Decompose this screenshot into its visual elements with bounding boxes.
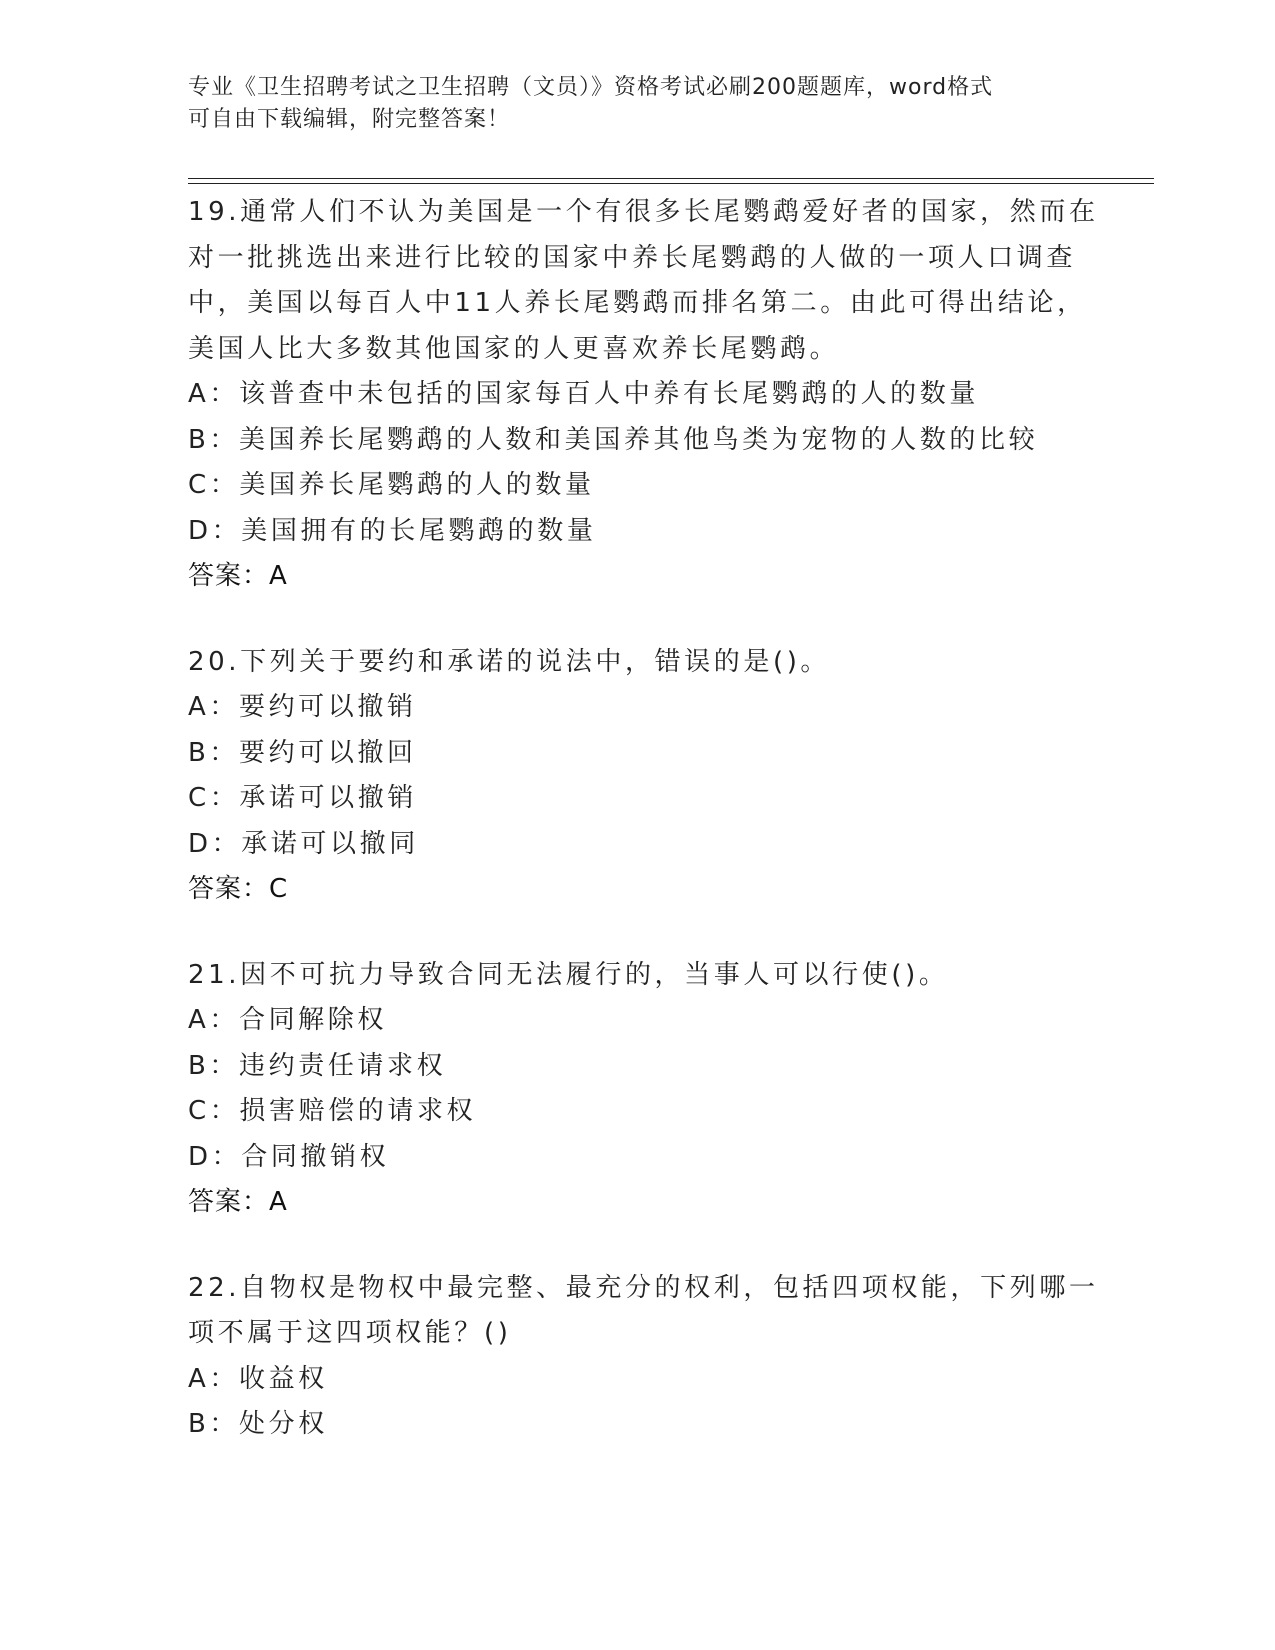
option-b: B：处分权 [188, 1409, 328, 1439]
option-c: C：美国养长尾鹦鹉的人的数量 [188, 470, 595, 500]
question-stem-line: 19.通常人们不认为美国是一个有很多长尾鹦鹉爱好者的国家，然而在 [188, 197, 1099, 227]
question-19 [188, 190, 1099, 600]
question-stem-line: 对一批挑选出来进行比较的国家中养长尾鹦鹉的人做的一项人口调查 [188, 242, 1077, 273]
question-list [188, 190, 1099, 1488]
option-b: B：要约可以撤回 [188, 737, 417, 768]
question-stem-line: 美国人比大多数其他国家的人更喜欢养长尾鹦鹉。 [188, 333, 840, 364]
option-a: A：合同解除权 [188, 1005, 387, 1035]
option-c: C：损害赔偿的请求权 [188, 1096, 477, 1126]
header-divider-top [188, 178, 1154, 179]
option-b: B：美国养长尾鹦鹉的人数和美国养其他鸟类为宠物的人数的比较 [188, 424, 1039, 455]
option-b: B：违约责任请求权 [188, 1050, 447, 1081]
answer: 答案：A [188, 1187, 288, 1217]
question-20 [188, 640, 1088, 913]
option-d: D：承诺可以撤同 [188, 828, 419, 859]
question-22 [188, 1266, 1099, 1448]
question-stem-line: 22.自物权是物权中最完整、最充分的权利，包括四项权能，下列哪一 [188, 1272, 1099, 1303]
option-d: D：合同撤销权 [188, 1141, 390, 1172]
question-stem-line: 项不属于这四项权能？() [188, 1318, 512, 1348]
option-a: A：收益权 [188, 1363, 328, 1394]
option-a: A：该普查中未包括的国家每百人中养有长尾鹦鹉的人的数量 [188, 379, 979, 409]
question-stem-line: 20.下列关于要约和承诺的说法中，错误的是()。 [188, 646, 831, 677]
question-21 [188, 953, 1088, 1226]
header-line-2: 可自由下载编辑，附完整答案！ [188, 107, 511, 132]
question-stem-line: 21.因不可抗力导致合同无法履行的，当事人可以行使()。 [188, 959, 949, 990]
header-divider-bottom [188, 183, 1154, 184]
answer: 答案：A [188, 561, 288, 591]
answer: 答案：C [188, 874, 289, 904]
option-c: C：承诺可以撤销 [188, 783, 417, 813]
header-line-1: 专业《卫生招聘考试之卫生招聘（文员）》资格考试必刷200题题库，word格式 [188, 75, 994, 100]
option-d: D：美国拥有的长尾鹦鹉的数量 [188, 515, 597, 546]
option-a: A：要约可以撤销 [188, 692, 417, 722]
document-header [188, 72, 1088, 136]
question-stem-line: 中，美国以每百人中11人养长尾鹦鹉而排名第二。由此可得出结论， [188, 288, 1087, 318]
